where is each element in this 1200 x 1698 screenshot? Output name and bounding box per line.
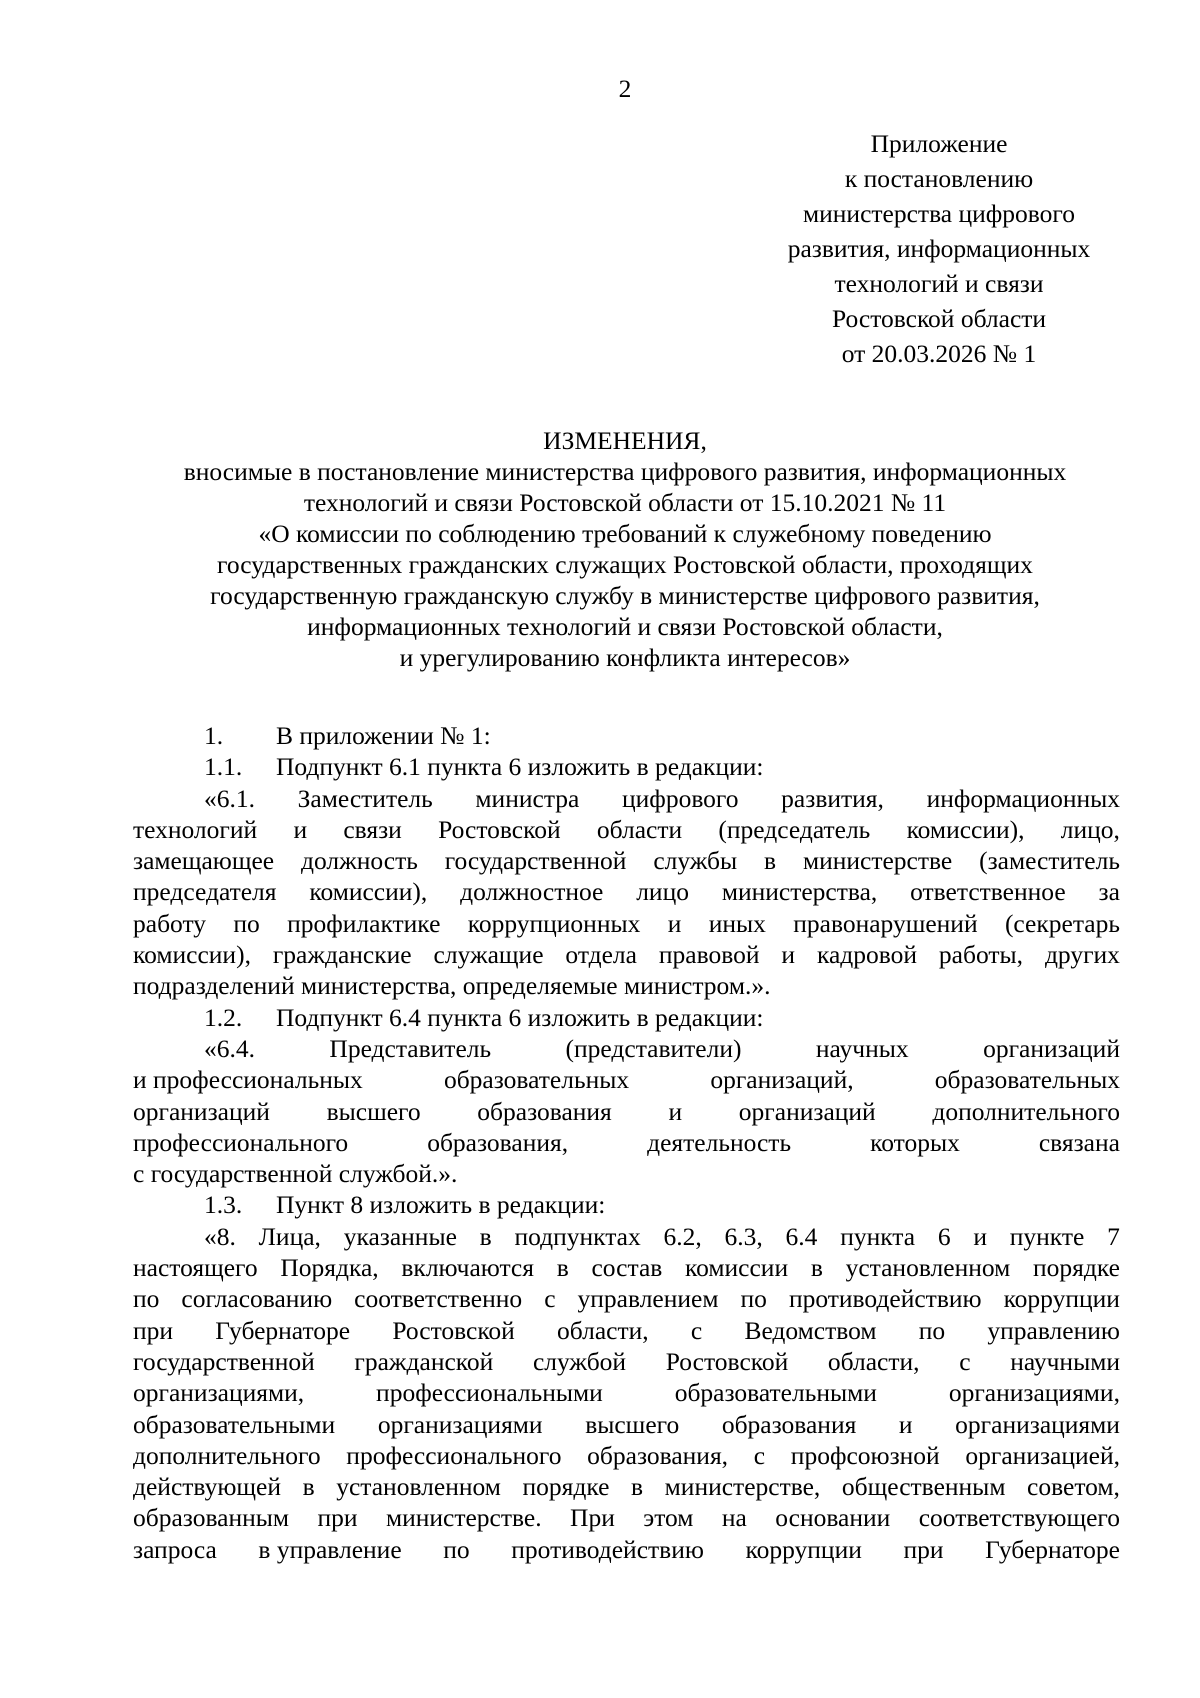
word: управлением [577,1284,719,1314]
item-1-3 [133,1189,1120,1220]
word: пункте [1009,1221,1085,1251]
word: министра [475,783,580,813]
paragraph-line [133,1440,1120,1471]
word: гражданской [354,1346,494,1376]
paragraph-line [133,1252,1120,1283]
document-title-block [130,425,1120,673]
paragraph-line [133,814,1120,845]
word: Заместитель [297,783,433,813]
appendix-line: от 20.03.2026 № 1 [841,339,1037,368]
word: комиссии), [309,877,428,907]
word: связана [1038,1127,1120,1157]
word: по [133,1284,160,1314]
word: 6.4 [785,1221,818,1251]
word: порядке [522,1472,610,1502]
word: в [810,1253,823,1283]
appendix-line: Приложение [870,129,1008,158]
word: службы [653,846,738,876]
word: 6 [937,1221,951,1251]
word: образования, [587,1440,729,1470]
word: и [781,940,796,970]
word: организаций [133,1096,270,1126]
word: при [903,1534,944,1564]
subtitle-line: технологий и связи Ростовской области от 15.10.2021 № 11 [303,488,947,517]
document-body [133,720,1120,1565]
word: организаций, [710,1065,854,1095]
word: коррупции [1003,1284,1120,1314]
word: комиссии), [906,814,1025,844]
word: организациями [955,1409,1120,1439]
word: в [631,1472,644,1502]
word: «6.4. [204,1033,255,1063]
word: профсоюзной [790,1440,940,1470]
word: организаций [738,1096,876,1126]
word: профессиональными [376,1378,603,1408]
paragraph-6-1 [133,783,1120,1002]
paragraph-line [133,1096,1120,1127]
word: научными [1010,1346,1120,1376]
word: государственной [133,1346,315,1376]
word: высшего [326,1096,421,1126]
word: Ведомством [744,1315,877,1345]
page-number: 2 [618,74,632,103]
word: по [918,1315,946,1345]
item-text: Пункт 8 изложить в редакции: [276,1190,606,1220]
item-number: 1. [204,721,224,750]
word: Порядка, [280,1253,379,1283]
word: пункта [840,1221,916,1251]
word: кадровой [816,940,918,970]
word: при [317,1503,358,1533]
word: и [668,1096,683,1126]
word: с [753,1440,766,1470]
subtitle-line: информационных технологий и связи Ростовской области, [307,612,943,641]
paragraph-line [133,1221,1120,1252]
word: 6.3, [724,1221,763,1251]
word: Представитель [329,1033,492,1063]
paragraph-line [133,783,1120,814]
word: «6.1. [204,783,255,813]
word: по [443,1534,470,1564]
word: указанные [343,1221,457,1251]
word: профессионального [133,1127,349,1157]
paragraph-6-4 [133,1033,1120,1189]
word: Ростовской [438,814,561,844]
word: запроса [133,1534,217,1564]
word: основании [775,1503,891,1533]
paragraph-line [133,876,1120,907]
paragraph-line [133,939,1120,970]
word: других [1044,940,1120,970]
word: Губернаторе [985,1534,1120,1564]
item-number: 1.1. [204,752,243,782]
word: с [690,1315,703,1345]
word: коррупции [745,1534,862,1564]
word: Губернаторе [215,1315,351,1345]
word: управлению [987,1315,1120,1345]
paragraph-line: с государственной службой.». [133,1159,458,1189]
subtitle-line: «О комиссии по соблюдению требований к служебному поведению [258,519,992,548]
appendix-line: развития, информационных [787,234,1091,263]
paragraph-line [133,1064,1120,1095]
item-1 [133,720,1120,751]
word: 6.2, [663,1221,702,1251]
word: соответственно [354,1284,523,1314]
word: Лица, [258,1221,321,1251]
word: должностное [460,877,604,907]
word: профилактике [287,908,441,938]
item-text: В приложении № 1: [276,721,491,750]
appendix-block [754,126,1124,371]
word: за [1098,877,1120,907]
word: образования [477,1096,612,1126]
word: в [764,846,777,876]
paragraph-line [133,1471,1120,1502]
word: 7 [1107,1221,1120,1251]
word: дополнительного [932,1096,1120,1126]
item-text: Подпункт 6.4 пункта 6 изложить в редакции: [276,1002,764,1032]
word: с [959,1346,971,1376]
word: в [479,1221,492,1251]
appendix-line: к постановлению [844,164,1034,193]
word: настоящего [133,1253,258,1283]
word: должность [300,846,418,876]
word: лицо [636,877,689,907]
word: организаций [983,1033,1120,1063]
word: служащие [433,940,544,970]
word: установленном [845,1253,1011,1283]
item-number: 1.2. [204,1002,243,1032]
word: информационных [926,783,1120,813]
word: соответствующего [918,1503,1120,1533]
word: работу [133,908,207,938]
word: связи [343,814,402,844]
word: на [721,1503,747,1533]
subtitle-line: вносимые в постановление министерства цифрового развития, информационных [183,457,1067,486]
word: порядке [1033,1253,1120,1283]
word: лицо, [1060,814,1120,844]
appendix-line: технологий и связи [834,269,1044,298]
word: противодействию [788,1284,982,1314]
appendix-line: министерства цифрового [803,199,1075,228]
word: подпунктах [514,1221,641,1251]
word: развития, [781,783,884,813]
word: коррупционных [467,908,641,938]
word: области [596,814,683,844]
word: дополнительного [133,1440,321,1470]
word: Ростовской [392,1315,515,1345]
word: организацией, [965,1440,1120,1470]
paragraph-line: подразделений министерства, определяемые министром.». [133,971,771,1001]
word: иных [708,908,766,938]
item-text: Подпункт 6.1 пункта 6 изложить в редакции: [276,752,764,782]
word: министерстве [802,846,953,876]
word: министерстве, [664,1472,821,1502]
word: и [898,1409,913,1439]
word: по [740,1284,767,1314]
word: образовательных [443,1065,630,1095]
word: области, [827,1346,920,1376]
word: этом [643,1503,694,1533]
word: Ростовской [665,1346,789,1376]
word: образования, [427,1127,569,1157]
subtitle-line: и урегулированию конфликта интересов» [399,643,851,672]
paragraph-line [133,1409,1120,1440]
word: деятельность [647,1127,792,1157]
word: гражданские [272,940,412,970]
paragraph-line [133,1377,1120,1408]
word: министерстве. [385,1503,542,1533]
word: при [133,1315,174,1345]
word: и профессиональных [133,1065,363,1095]
word: правовой [658,940,760,970]
word: высшего [585,1409,680,1439]
word: образовательными [133,1409,336,1439]
item-number: 1.3. [204,1190,243,1220]
word: установленном [336,1472,501,1502]
word: которых [870,1127,960,1157]
word: образовательных [934,1065,1120,1095]
paragraph-line [133,1315,1120,1346]
paragraph-line [133,1502,1120,1533]
paragraph-line [133,1033,1120,1064]
word: замещающее [133,846,275,876]
word: области, [557,1315,649,1345]
word: технологий [133,814,258,844]
appendix-line: Ростовской области [831,304,1047,333]
word: согласованию [181,1284,333,1314]
item-1-2 [133,1002,1120,1033]
word: состав [591,1253,663,1283]
word: цифрового [622,783,739,813]
word: с [544,1284,556,1314]
word: «8. [204,1221,236,1251]
word: по [233,908,260,938]
word: (представители) [565,1033,742,1063]
paragraph-line [133,1346,1120,1377]
word: (председатель [718,814,871,844]
paragraph-line [133,1534,1120,1565]
word: службой [532,1346,627,1376]
subtitle-line: государственных гражданских служащих Ростовской области, проходящих [217,550,1033,579]
word: противодействию [511,1534,704,1564]
word: действующей [133,1472,281,1502]
word: ответственное [910,877,1066,907]
word: и [667,908,682,938]
word: образования [721,1409,857,1439]
paragraph-line [133,1127,1120,1158]
word: образовательными [674,1378,877,1408]
word: работы, [938,940,1024,970]
word: председателя [133,877,277,907]
word: профессионального [346,1440,562,1470]
word: комиссии), [133,940,251,970]
word: организациями, [948,1378,1120,1408]
word: и [293,814,308,844]
paragraph-line [133,1283,1120,1314]
word: (заместитель [979,846,1120,876]
word: советом, [1027,1472,1120,1502]
word: и [973,1221,987,1251]
word: образованным [133,1503,290,1533]
word: При [570,1503,615,1533]
word: в [556,1253,569,1283]
paragraph-line [133,908,1120,939]
word: научных [815,1033,909,1063]
word: правонарушений [793,908,978,938]
paragraph-line [133,845,1120,876]
subtitle-line: государственную гражданскую службу в министерстве цифрового развития, [210,581,1040,610]
word: общественным [841,1472,1006,1502]
paragraph-8 [133,1221,1120,1565]
word: (секретарь [1004,908,1120,938]
word: государственной [444,846,627,876]
word: включаются [401,1253,534,1283]
word: комиссии [685,1253,789,1283]
word: организациями [377,1409,543,1439]
item-1-1 [133,751,1120,782]
word: в управление [258,1534,402,1564]
word: министерства, [721,877,878,907]
document-heading: ИЗМЕНЕНИЯ, [543,426,707,455]
word: в [302,1472,315,1502]
word: организациями, [133,1378,305,1408]
word: отдела [565,940,637,970]
